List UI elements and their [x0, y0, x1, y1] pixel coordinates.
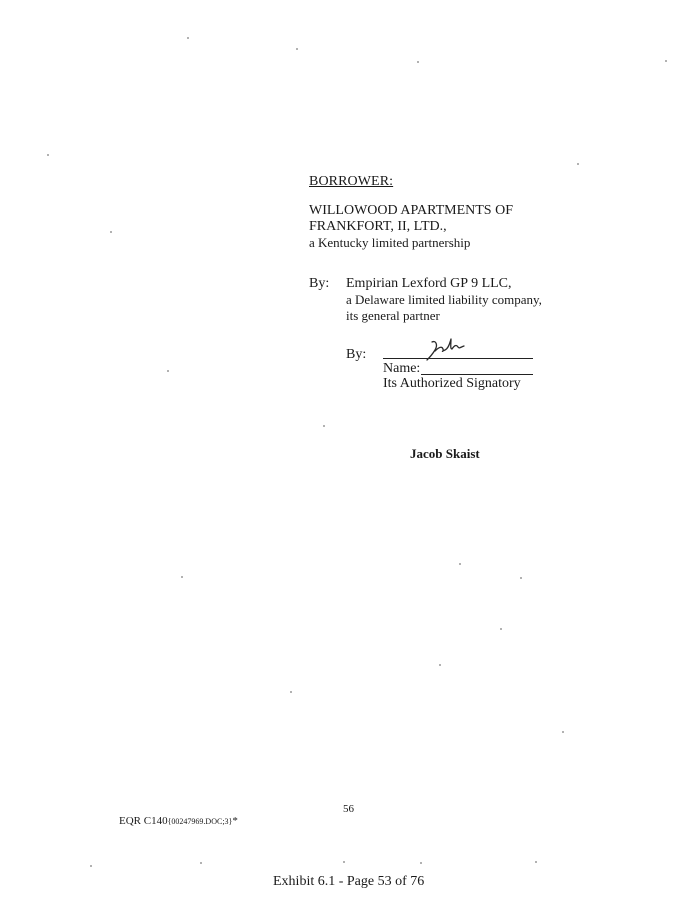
borrower-entity-line1: WILLOWOOD APARTMENTS OF	[309, 203, 513, 218]
name-line	[421, 374, 533, 375]
scan-speck	[577, 163, 579, 165]
name-label: Name:	[383, 361, 421, 376]
scan-speck	[459, 563, 461, 565]
doc-ref-code: {00247969.DOC;3}	[167, 817, 233, 826]
scan-speck	[90, 865, 92, 867]
exhibit-footer: Exhibit 6.1 - Page 53 of 76	[273, 874, 425, 889]
doc-ref-mark: *	[232, 815, 238, 827]
general-partner-by-label: By:	[309, 276, 330, 291]
scan-speck	[562, 731, 564, 733]
page-number: 56	[343, 803, 354, 815]
scan-speck	[323, 425, 325, 427]
general-partner-name: Empirian Lexford GP 9 LLC,	[346, 276, 512, 291]
scan-speck	[665, 60, 667, 62]
scan-speck	[535, 861, 537, 863]
general-partner-role: its general partner	[346, 308, 440, 323]
scan-speck	[520, 577, 522, 579]
scan-speck	[343, 861, 345, 863]
general-partner-type: a Delaware limited liability company,	[346, 292, 542, 307]
scan-speck	[187, 37, 189, 39]
doc-ref-prefix: EQR C140	[119, 815, 168, 827]
printed-signer-name: Jacob Skaist	[410, 446, 480, 461]
scan-speck	[47, 154, 49, 156]
signatory-title: Its Authorized Signatory	[383, 376, 521, 391]
scan-speck	[181, 576, 183, 578]
general-partner-block	[346, 276, 542, 324]
scan-speck	[417, 61, 419, 63]
scan-speck	[439, 664, 441, 666]
scan-speck	[290, 691, 292, 693]
scan-speck	[200, 862, 202, 864]
borrower-entity-line2: FRANKFORT, II, LTD.,	[309, 219, 447, 234]
scan-speck	[110, 231, 112, 233]
scan-speck	[420, 862, 422, 864]
document-reference	[119, 815, 238, 827]
scan-speck	[500, 628, 502, 630]
borrower-entity-block	[309, 203, 513, 251]
signatory-by-label: By:	[346, 347, 367, 362]
borrower-entity-type: a Kentucky limited partnership	[309, 235, 471, 250]
handwritten-signature	[423, 336, 467, 362]
borrower-heading: BORROWER:	[309, 174, 394, 189]
scan-speck	[296, 48, 298, 50]
scan-speck	[167, 370, 169, 372]
